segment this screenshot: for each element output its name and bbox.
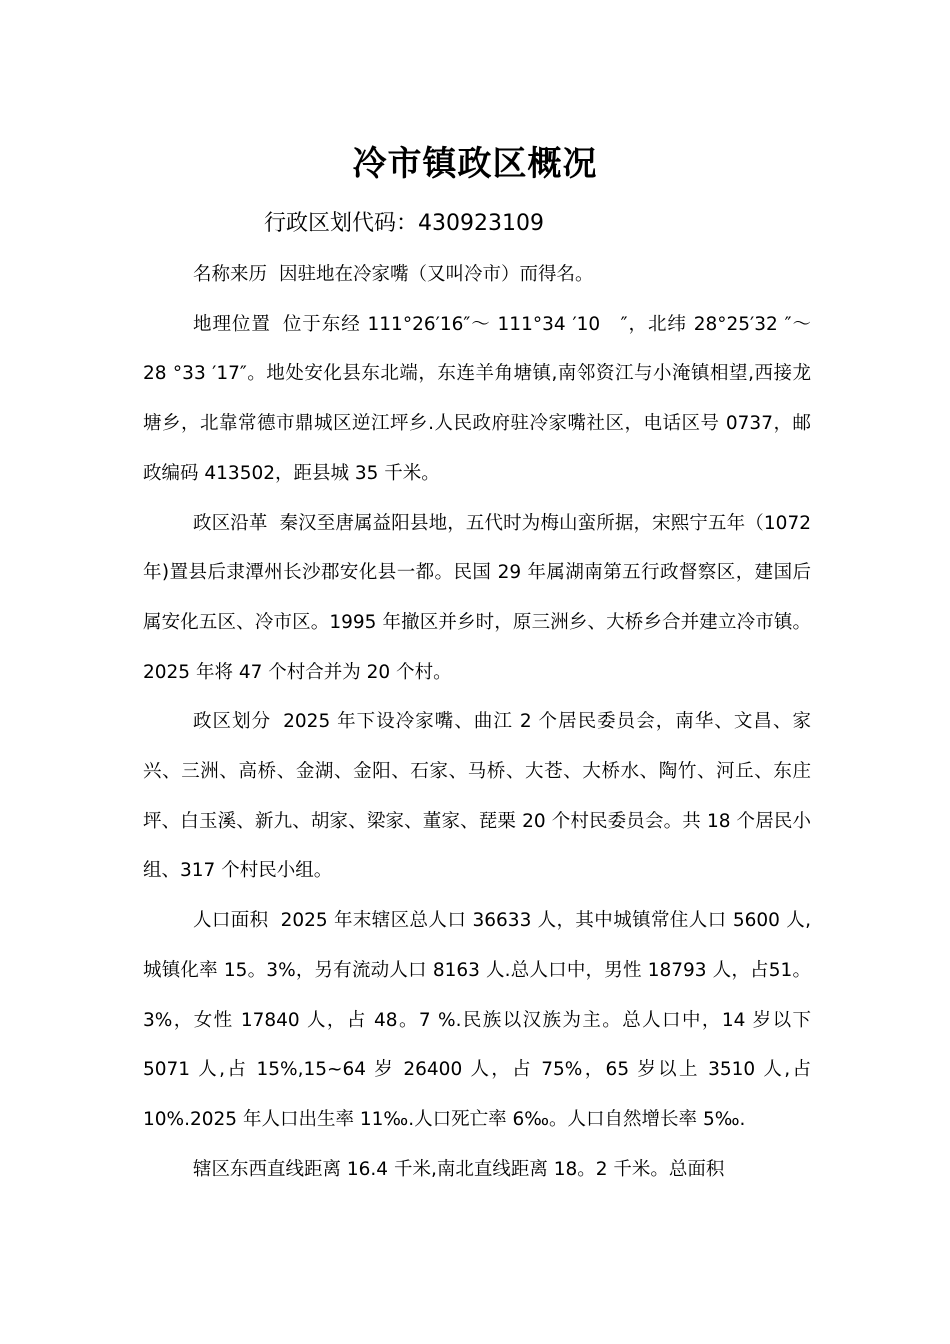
- paragraph-text: 秦汉至唐属益阳县地，五代时为梅山蛮所据，宋熙宁五年（1072 年)置县后隶潭州长沙郡安化县一都。民国 29 年属湖南第五行政督察区，建国后属安化五区、冷市区。1995 年撤区并乡时，原三洲乡、大桥乡合并建立冷市镇。2025 年将 47 个村合并为 20 个村。: [143, 512, 811, 683]
- paragraph-lead: 政区沿革: [193, 512, 268, 534]
- paragraph-text: 2025 年末辖区总人口 36633 人，其中城镇常住人口 5600 人,城镇化率 15。3%，另有流动人口 8163 人.总人口中，男性 18793 人，占51。3%，女性 17840 人，占 48。7 %.民族以汉族为主。总人口中，14 岁以下 5071 人,占 15%,15~64 岁 26400 人，占 75%，65 岁以上 3510 人,占10%.2025 年人口出生率 11‰.人口死亡率 6‰。人口自然增长率 5‰.: [143, 910, 811, 1130]
- paragraph-lead: 人口面积: [193, 910, 269, 932]
- paragraph-name-origin: [143, 250, 811, 300]
- paragraph-lead: 名称来历: [193, 264, 268, 285]
- document-body: [143, 250, 811, 1194]
- paragraph-history: [143, 499, 811, 698]
- paragraph-text: 辖区东西直线距离 16.4 千米,南北直线距离 18。2 千米。总面积: [193, 1158, 725, 1180]
- paragraph-divisions: [143, 697, 811, 896]
- page-title: 冷市镇政区概况: [352, 144, 598, 184]
- paragraph-location: [143, 300, 811, 499]
- admin-code-line: 行政区划代码：430923109: [264, 211, 544, 236]
- paragraph-text: 2025 年下设冷家嘴、曲江 2 个居民委员会，南华、文昌、家兴、三洲、高桥、金湖、金阳、石家、马桥、大苍、大桥水、陶竹、河丘、东庄坪、白玉溪、新九、胡家、梁家、董家、琵栗 20 个村民委员会。共 18 个居民小组、317 个村民小组。: [143, 711, 811, 882]
- paragraph-population: [143, 896, 811, 1145]
- paragraph-lead: 政区划分: [193, 711, 272, 733]
- paragraph-area: [143, 1145, 811, 1195]
- paragraph-text: 位于东经 111°26′16″～ 111°34 ′10 ″，北纬 28°25′32 ″～28 °33 ′17″。地处安化县东北端，东连羊角塘镇,南邻资江与小淹镇相望,西接龙塘乡，北靠常德市鼎城区逆江坪乡.人民政府驻冷家嘴社区，电话区号 0737，邮政编码 413502，距县城 35 千米。: [143, 313, 811, 484]
- paragraph-lead: 地理位置: [193, 313, 271, 335]
- paragraph-text: 因驻地在冷家嘴（又叫冷市）而得名。: [279, 264, 594, 285]
